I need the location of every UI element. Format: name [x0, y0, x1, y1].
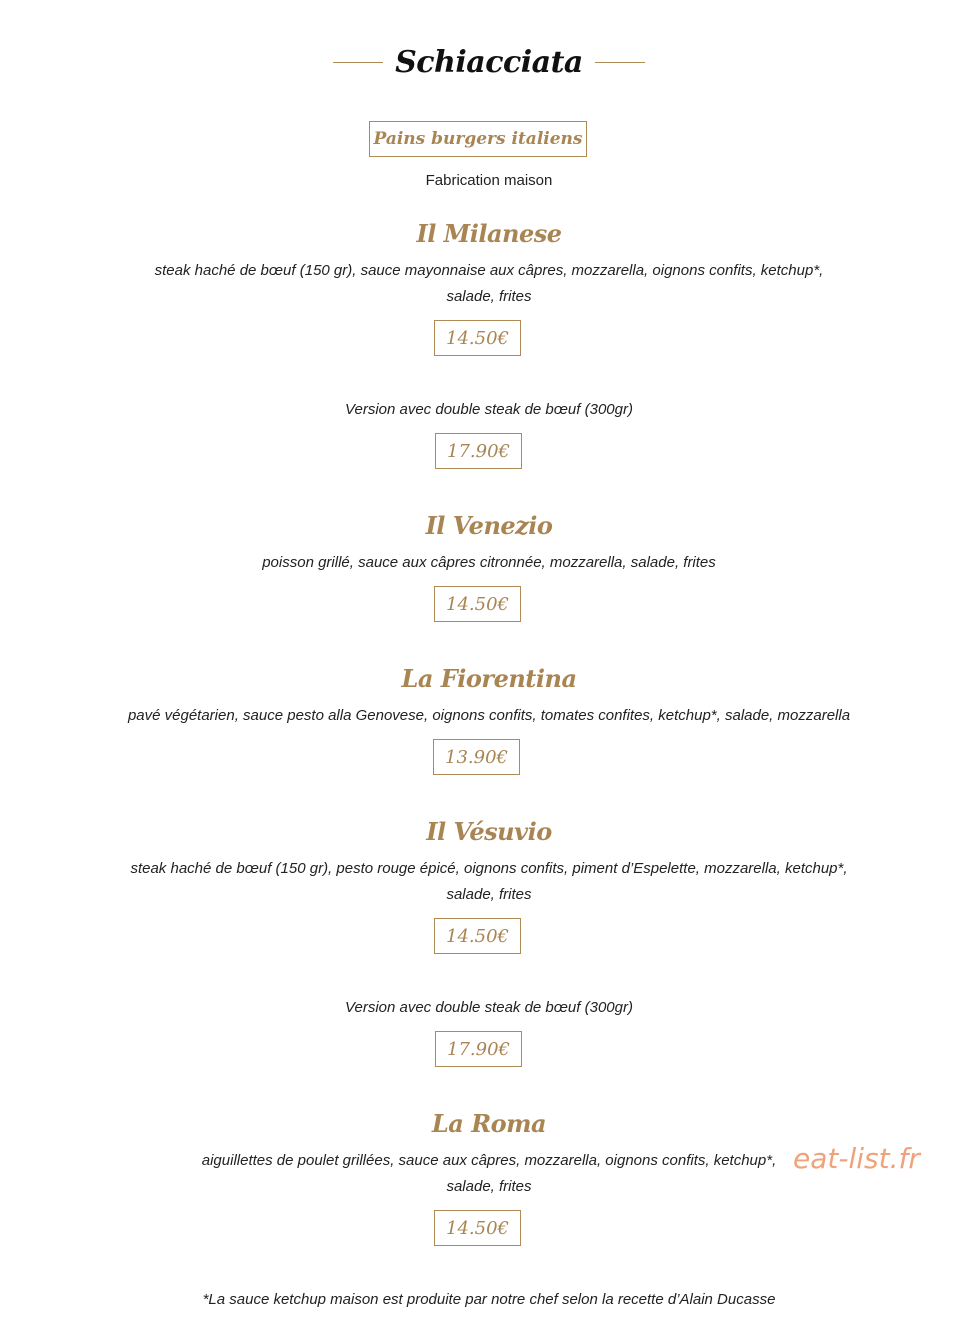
price-milanese-double: 17.90€	[435, 433, 522, 469]
dish-desc-milanese-line1: steak haché de bœuf (150 gr), sauce mayonnaise aux câpres, mozzarella, oignons confits, ketchup*,	[154, 262, 824, 279]
dish-name-roma: La Roma	[431, 1109, 547, 1138]
dish-desc-milanese-line2: salade, frites	[446, 288, 532, 305]
section-note: Fabrication maison	[425, 172, 553, 189]
dish-desc-roma-line2: salade, frites	[446, 1178, 532, 1195]
dish-desc-vesuvio-line1: steak haché de bœuf (150 gr), pesto rouge épicé, oignons confits, piment d’Espelette, mozzarella, ketchup*,	[130, 860, 848, 877]
dish-desc-venezio: poisson grillé, sauce aux câpres citronnée, mozzarella, salade, frites	[262, 554, 716, 571]
dish-desc-roma-line1: aiguillettes de poulet grillées, sauce aux câpres, mozzarella, oignons confits, ketchup*,	[201, 1152, 777, 1169]
watermark-eat-list: eat-list.fr	[793, 1142, 920, 1175]
price-roma: 14.50€	[434, 1210, 521, 1246]
price-venezio: 14.50€	[434, 586, 521, 622]
title-left-rule	[333, 62, 383, 63]
dish-name-vesuvio: Il Vésuvio	[426, 817, 552, 846]
footnote-ketchup: *La sauce ketchup maison est produite par notre chef selon la recette d’Alain Ducasse	[202, 1291, 776, 1308]
dish-name-fiorentina: La Fiorentina	[401, 664, 577, 693]
price-milanese: 14.50€	[434, 320, 521, 356]
section-title-row	[0, 40, 978, 84]
price-vesuvio-double: 17.90€	[435, 1031, 522, 1067]
dish-desc-fiorentina: pavé végétarien, sauce pesto alla Genovese, oignons confits, tomates confites, ketchup*, salade, mozzarella	[127, 707, 851, 724]
dish-name-venezio: Il Venezio	[425, 511, 553, 540]
variant-vesuvio: Version avec double steak de bœuf (300gr)	[345, 999, 633, 1016]
section-title: Schiacciata	[395, 44, 583, 80]
title-right-rule	[595, 62, 645, 63]
dish-desc-vesuvio-line2: salade, frites	[446, 886, 532, 903]
variant-milanese: Version avec double steak de bœuf (300gr)	[345, 401, 633, 418]
dish-name-milanese: Il Milanese	[416, 219, 562, 248]
price-fiorentina: 13.90€	[433, 739, 520, 775]
section-subtitle-box: Pains burgers italiens	[369, 121, 587, 157]
price-vesuvio: 14.50€	[434, 918, 521, 954]
